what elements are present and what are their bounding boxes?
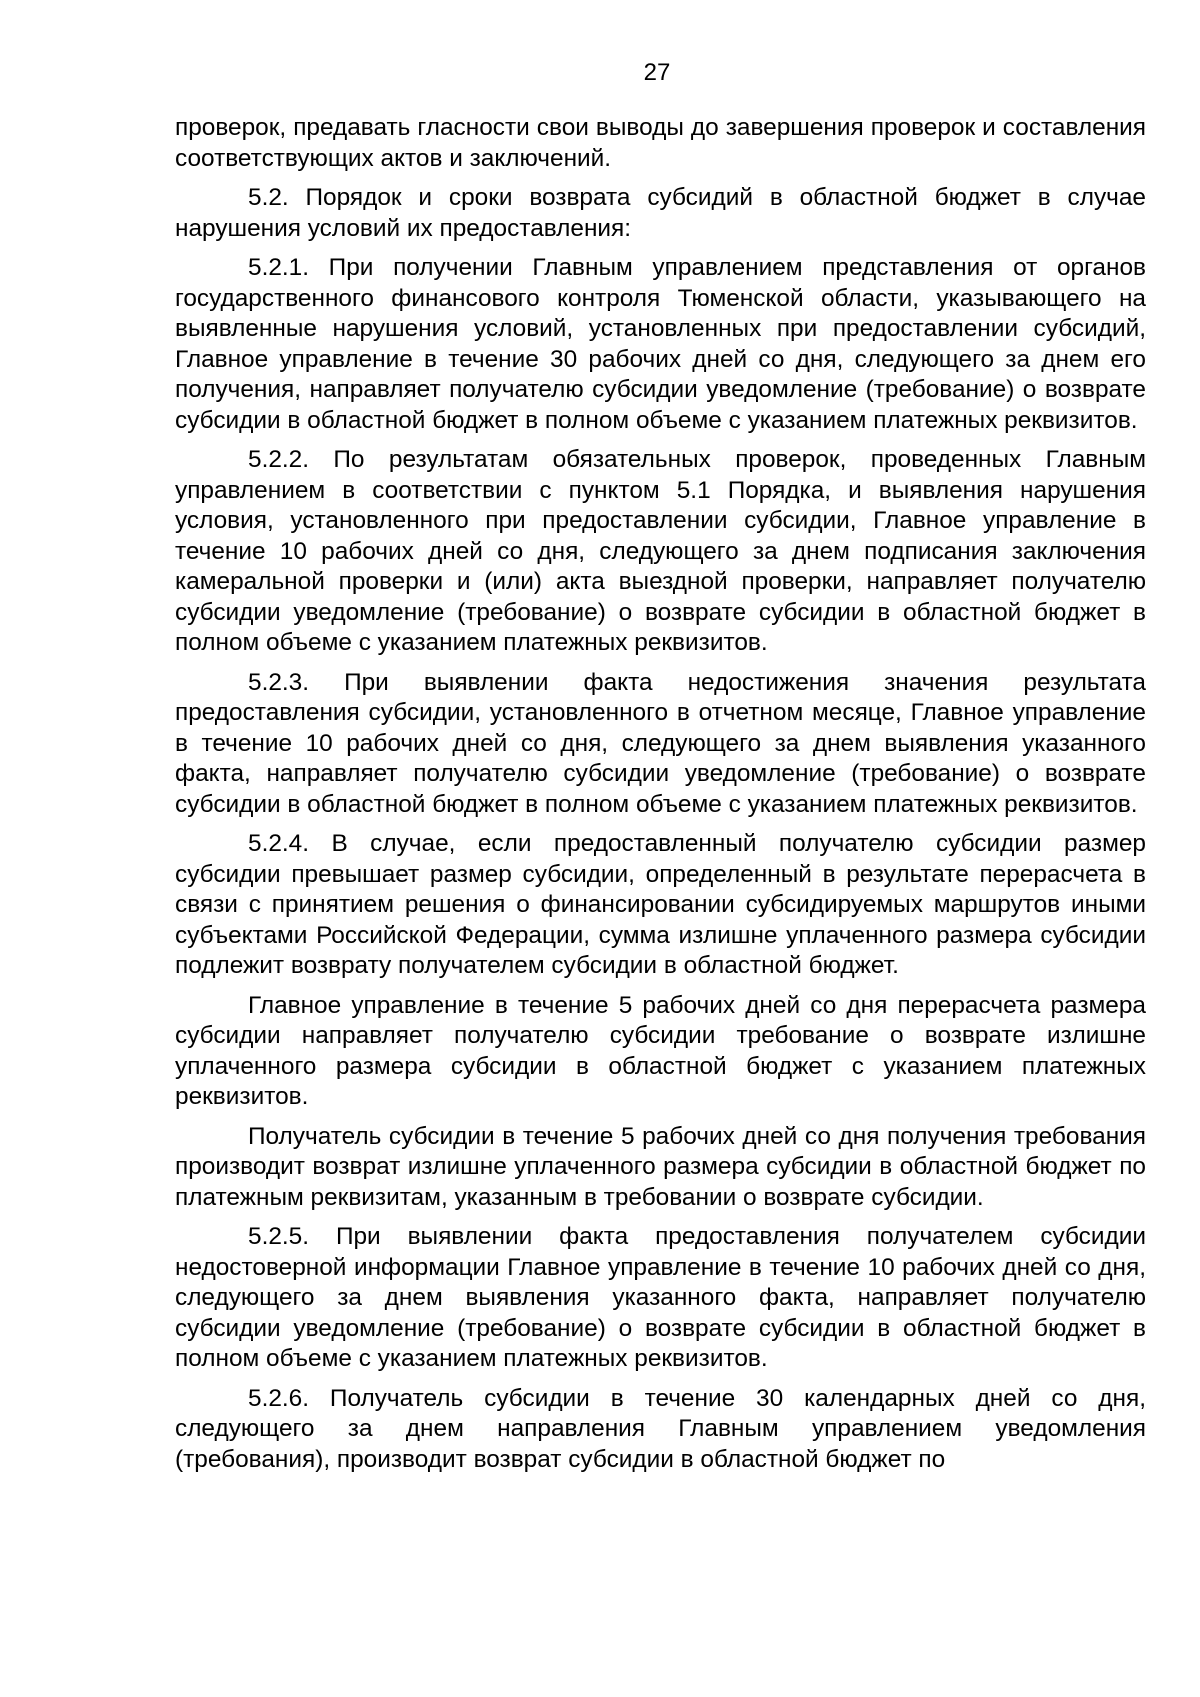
paragraph-5-2-2: 5.2.2. По результатам обязательных проверок, проведенных Главным управлением в соответствии с пунктом 5.1 Порядка, и выявления нарушения условия, установленного при предоставлении субсидии, Главное управление в течение 10 рабочих дней со дня, следующего за днем подписания заключения камеральной проверки и (или) акта выездной проверки, направляет получателю субсидии уведомление (требование) о возврате субсидии в областной бюджет в полном объеме с указанием платежных реквизитов. — [175, 446, 1146, 656]
paragraph: Получатель субсидии в течение 5 рабочих дней со дня получения требования производит возврат излишне уплаченного размера субсидии в областной бюджет по платежным реквизитам, указанным в требовании о возврате субсидии. — [175, 1122, 1146, 1211]
paragraph-5-2-6: 5.2.6. Получатель субсидии в течение 30 календарных дней со дня, следующего за днем направления Главным управлением уведомления (требования), производит возврат субсидии в областной бюджет по — [175, 1384, 1146, 1473]
page-number: 27 — [643, 59, 671, 86]
paragraph: проверок, предавать гласности свои выводы до завершения проверок и составления соответствующих актов и заключений. — [175, 114, 1146, 172]
paragraph-5-2-3: 5.2.3. При выявлении факта недостижения значения результата предоставления субсидии, установленного в отчетном месяце, Главное управление в течение 10 рабочих дней со дня, следующего за днем выявления указанного факта, направляет получателю субсидии уведомление (требование) о возврате субсидии в областной бюджет в полном объеме с указанием платежных реквизитов. — [175, 668, 1146, 818]
paragraph-5-2-4: 5.2.4. В случае, если предоставленный получателю субсидии размер субсидии превышает размер субсидии, определенный в результате перерасчета в связи с принятием решения о финансировании субсидируемых маршрутов иными субъектами Российской Федерации, сумма излишне уплаченного размера субсидии подлежит возврату получателем субсидии в областной бюджет. — [175, 830, 1146, 979]
paragraph-5-2-1: 5.2.1. При получении Главным управлением представления от органов государственного финансового контроля Тюменской области, указывающего на выявленные нарушения условий, установленных при предоставлении субсидий, Главное управление в течение 30 рабочих дней со дня, следующего за днем его получения, направляет получателю субсидии уведомление (требование) о возврате субсидии в областной бюджет в полном объеме с указанием платежных реквизитов. — [175, 254, 1146, 434]
paragraph: Главное управление в течение 5 рабочих дней со дня перерасчета размера субсидии направляет получателю субсидии требование о возврате излишне уплаченного размера субсидии в областной бюджет с указанием платежных реквизитов. — [175, 991, 1146, 1110]
paragraph-5-2: 5.2. Порядок и сроки возврата субсидий в областной бюджет в случае нарушения условий их предоставления: — [175, 184, 1146, 242]
document-body — [175, 113, 1146, 1484]
paragraph-5-2-5: 5.2.5. При выявлении факта предоставления получателем субсидии недостоверной информации Главное управление в течение 10 рабочих дней со дня, следующего за днем выявления указанного факта, направляет получателю субсидии уведомление (требование) о возврате субсидии в областной бюджет в полном объеме с указанием платежных реквизитов. — [175, 1223, 1146, 1372]
